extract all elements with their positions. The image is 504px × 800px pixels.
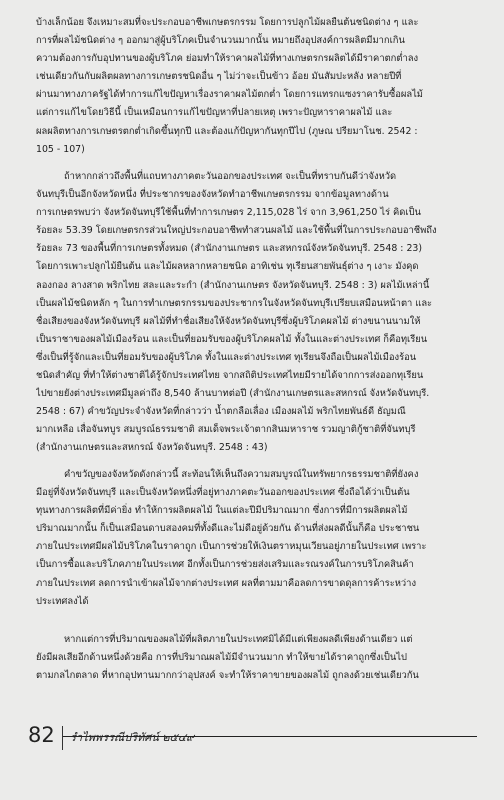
- text-line: มากเหลือ เสื่อจันทบูร สมบูรณ์ธรรมชาติ สมเด็จพระเจ้าตากสินมหาราช รวมญาติกู้ชาติที่จันทบุรี: [36, 424, 416, 436]
- text-line: 105 - 107): [36, 143, 85, 155]
- text-line: บ้างเล็กน้อย จึงเหมาะสมที่จะประกอบอาชีพเกษตรกรรม โดยการปลูกไม้ผลยืนต้นชนิดต่าง ๆ และ: [36, 17, 419, 28]
- paragraph-4: [36, 631, 476, 685]
- journal-title: รำไพพรรณีปริทัศน์ ๒๕๔๙: [70, 731, 195, 744]
- text-line: แต่การแก้ไขโดยวิธีนี้ เป็นเหมือนการแก้ไขปัญหาที่ปลายเหตุ เพราะปัญหาราคาผลไม้ และ: [36, 107, 393, 119]
- text-line: ปริมาณมากนั้น ก็เป็นเสมือนดาบสองคมที่ทั้งดีและไม่ดีอยู่ด้วยกัน ด้านที่ส่งผลดีนั้นก็คือ ประชาชน: [36, 523, 420, 535]
- text-line: ยังมีผลเสียอีกด้านหนึ่งด้วยคือ การที่ปริมาณผลไม้มีจำนวนมาก ทำให้ขายได้ราคาถูกซึ่งเป็นไป: [36, 652, 407, 664]
- text-line: ผลผลิตทางการเกษตรตกต่ำเกิดขึ้นทุกปี และต้องแก้ปัญหากันทุกปีไป (ภูษณ ปรียมาโนช. 2542 :: [36, 125, 418, 137]
- text-line: จันทบุรีเป็นอีกจังหวัดหนึ่ง ที่ประชากรของจังหวัดทำอาชีพเกษตรกรรม จากข้อมูลทางด้าน: [36, 189, 389, 201]
- text-line: ชนิดสำคัญ ที่ทำให้ต่างชาติได้รู้จักประเทศไทย จากสถิติประเทศไทยมีรายได้จากการส่งออกทุเรียน: [36, 370, 424, 382]
- text-line: หากแต่การที่ปริมาณของผลไม้ที่ผลิตภายในประเทศมิได้มีแต่เพียงผลดีเพียงด้านเดียว แต่: [64, 634, 413, 645]
- footer-divider: [62, 726, 63, 750]
- page-number: 82: [28, 723, 55, 747]
- text-line: ลองกอง ลางสาด พริกไทย สละและระกำ (สำนักงานเกษตร จังหวัดจันทบุรี. 2548 : 3) ผลไม้เหล่านี้: [36, 279, 430, 291]
- text-line: ผ่านมาทางภาครัฐได้ทำการแก้ไขปัญหาเรื่องราคาผลไม้ตกต่ำ โดยการแทรกแซงราคารับซื้อผลไม้: [36, 89, 423, 101]
- text-line: เช่นเดียวกันกับผลิตผลทางการเกษตรชนิดอื่น ๆ ไม่ว่าจะเป็นข้าว อ้อย มันสัมปะหลัง หลายปีที่: [36, 71, 402, 83]
- paragraph-2: [36, 168, 476, 458]
- text-line: การเกษตรพบว่า จังหวัดจันทบุรีใช้พื้นที่ทำการเกษตร 2,115,028 ไร่ จาก 3,961,250 ไร่ คิดเป็น: [36, 207, 421, 219]
- text-line: ถ้าหากกล่าวถึงพื้นที่แถบทางภาคตะวันออกของประเทศ จะเป็นที่ทราบกันดีว่าจังหวัด: [64, 171, 397, 182]
- text-line: ความต้องการกับอุปทานของผู้บริโภค ย่อมทำให้ราคาผลไม้ที่ทางเกษตรกรผลิตได้มีราคาตกต่ำลง: [36, 53, 419, 65]
- text-line: เป็นผลไม้ชนิดหลัก ๆ ในการทำเกษตรกรรมของประชากรในจังหวัดจันทบุรีเปรียบเสมือนหน้าตา และ: [36, 297, 433, 309]
- text-line: ร้อยละ 73 ของพื้นที่การเกษตรทั้งหมด (สำนักงานเกษตร และสหกรณ์จังหวัดจันทบุรี. 2548 : 23): [36, 243, 423, 255]
- text-line: ภายในประเทศมีผลไม้บริโภคในราคาถูก เป็นการช่วยให้เงินตราหมุนเวียนอยู่ภายในประเทศ เพราะ: [36, 541, 427, 553]
- text-line: เป็นราชาของผลไม้เมืองร้อน และเป็นที่ยอมรับของผู้บริโภคผลไม้ ทั้งในและต่างประเทศ ก็คือทุเรียน: [36, 333, 428, 345]
- paragraph-1: [36, 14, 476, 159]
- text-line: ทุนทางการผลิตที่มีค่ายิ่ง ทำให้การผลิตผลไม้ ในแต่ละปีมีปริมาณมาก ซึ่งการที่มีการผลิตผลไม้: [36, 505, 408, 517]
- text-line: เป็นการซื้อและบริโภคภายในประเทศ อีกทั้งเป็นการช่วยส่งเสริมและรณรงค์ในการบริโภคสินค้า: [36, 559, 414, 571]
- text-line: การที่ผลไม้ชนิดต่าง ๆ ออกมาสู่ผู้บริโภคเป็นจำนวนมากนั้น หมายถึงอุปสงค์การผลิตมีมากเกิน: [36, 35, 405, 47]
- text-line: ภายในประเทศ ลดการนำเข้าผลไม้จากต่างประเทศ ผลที่ตามมาคือลดการขาดดุลการค้าระหว่าง: [36, 577, 417, 589]
- text-line: คำขวัญของจังหวัดดังกล่าวนี้ สะท้อนให้เห็นถึงความสมบูรณ์ในทรัพยากรธรรมชาติที่ยังคง: [64, 469, 419, 480]
- text-line: ชื่อเสียงของจังหวัดจันทบุรี ผลไม้ที่ทำชื่อเสียงให้จังหวัดจันทบุรีซึ่งผู้บริโภคผลไม้ ต่างขนานนามให้: [36, 315, 421, 327]
- text-line: ประเทศลงได้: [36, 595, 89, 607]
- text-line: ร้อยละ 53.39 โดยเกษตรกรส่วนใหญ่ประกอบอาชีพทำสวนผลไม้ และใช้พื้นที่ในการประกอบอาชีพถึง: [36, 225, 437, 237]
- paragraph-3: [36, 466, 476, 611]
- text-line: ตามกลไกตลาด ที่หากอุปทานมากกว่าอุปสงค์ จะทำให้ราคาขายของผลไม้ ถูกลงด้วยเช่นเดียวกัน: [36, 670, 419, 682]
- text-line: มีอยู่ที่จังหวัดจันทบุรี และเป็นจังหวัดหนึ่งที่อยู่ทางภาคตะวันออกของประเทศ ซึ่งถือได้ว่าเป็นต้น: [36, 487, 410, 499]
- text-line: ซึ่งเป็นที่รู้จักและเป็นที่ยอมรับของผู้บริโภค ทั้งในและต่างประเทศ ทุเรียนจึงถือเป็นผลไม้เมืองร้อน: [36, 351, 417, 363]
- text-line: ไปขายยังต่างประเทศมีมูลค่าถึง 8,540 ล้านบาทต่อปี (สำนักงานเกษตรและสหกรณ์ จังหวัดจันทบุรี.: [36, 388, 430, 400]
- text-line: โดยการเพาะปลูกไม้ยืนต้น และไม้ผลหลากหลายชนิด อาทิเช่น ทุเรียนสายพันธุ์ต่าง ๆ เงาะ มังคุด: [36, 261, 419, 273]
- text-line: (สำนักงานเกษตรและสหกรณ์ จังหวัดจันทบุรี. 2548 : 43): [36, 442, 268, 454]
- text-line: 2548 : 67) คำขวัญประจำจังหวัดที่กล่าวว่า น้ำตกลือเลื่อง เมืองผลไม้ พริกไทยพันธ์ดี ธัญมณี: [36, 406, 406, 418]
